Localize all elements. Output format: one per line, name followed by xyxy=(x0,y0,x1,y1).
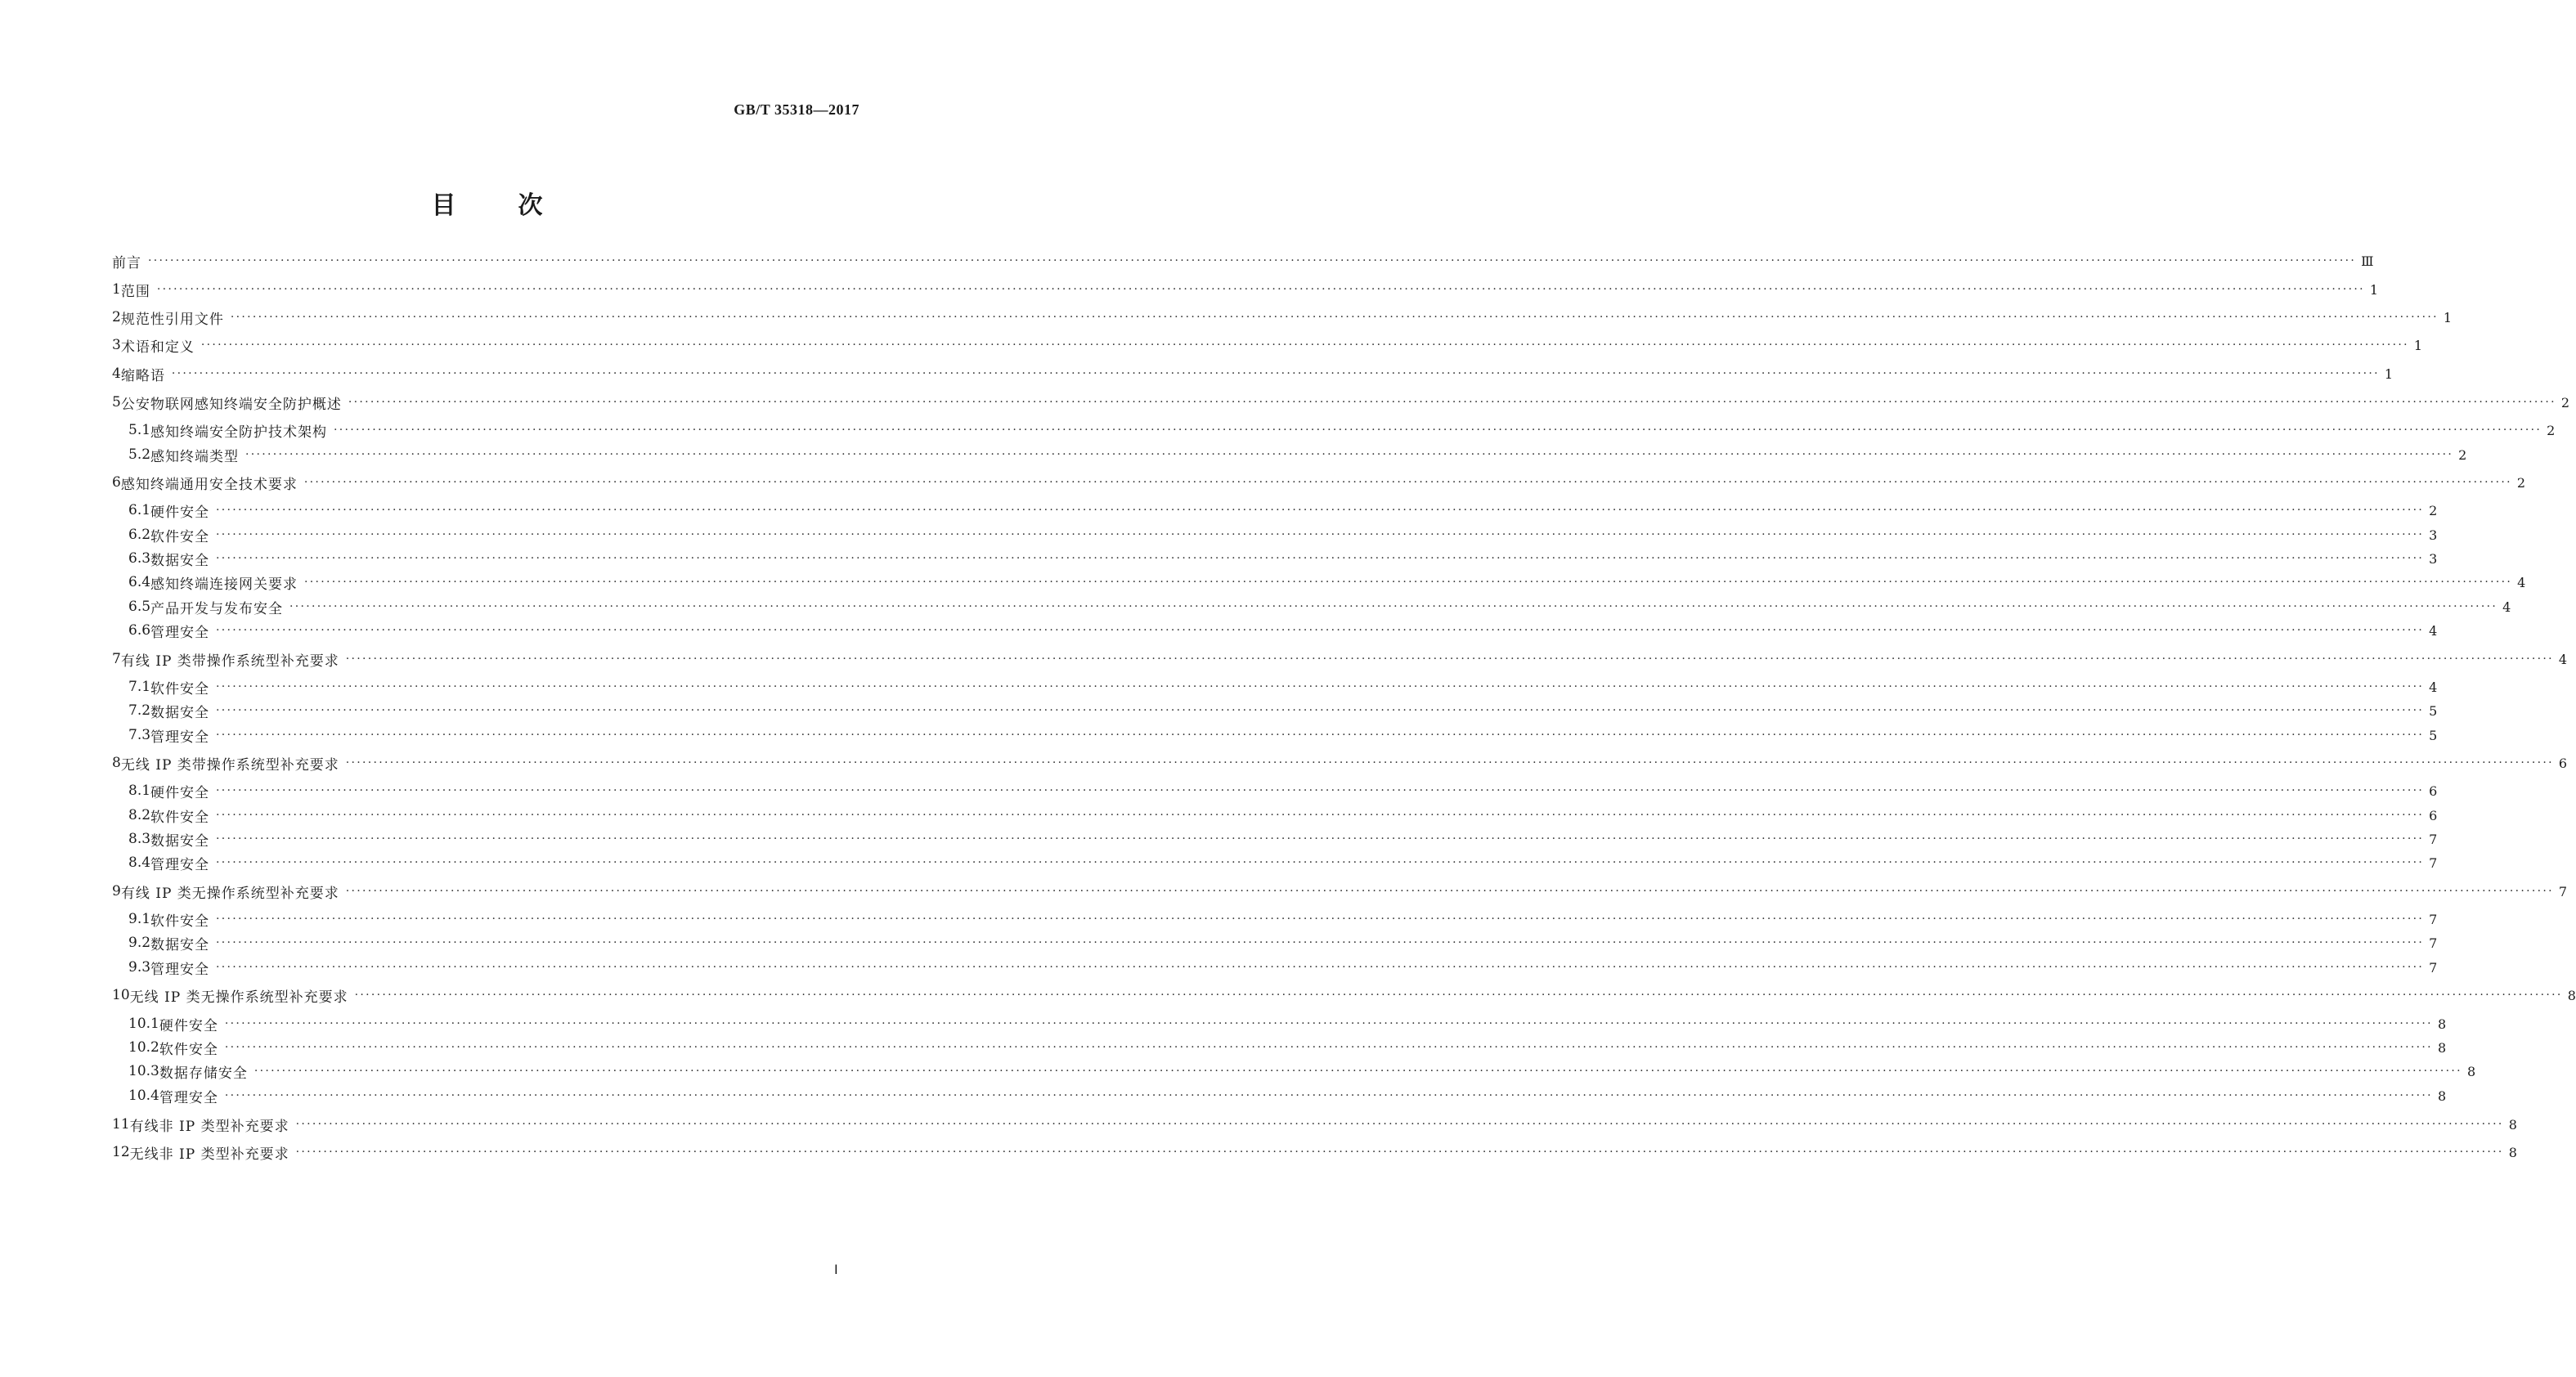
toc-entry-number: 10.3 xyxy=(128,1063,159,1079)
toc-entry-title: 范围 xyxy=(120,283,150,300)
toc-entry[interactable] xyxy=(0,829,2438,850)
toc-entry-number: 6.6 xyxy=(128,622,151,639)
toc-entry[interactable] xyxy=(0,445,2467,465)
toc-entry[interactable] xyxy=(0,677,2438,697)
toc-entry-line xyxy=(112,280,2379,300)
dot-leader: ················································································································································································································································································································································································································ xyxy=(216,961,2425,974)
toc-entry-title: 感知终端类型 xyxy=(150,448,240,465)
toc-entry-title: 软件安全 xyxy=(150,528,210,545)
toc-entry-number: 7.2 xyxy=(128,702,151,719)
dot-leader: ················································································································································································································································································································································································································ xyxy=(216,552,2425,565)
toc-entry-line xyxy=(112,364,2394,384)
toc-entry[interactable] xyxy=(0,805,2438,826)
toc-entry-line xyxy=(128,1014,2447,1034)
toc-entry-title: 管理安全 xyxy=(150,856,210,873)
dot-leader: ················································································································································································································································································································································································································ xyxy=(171,367,2380,380)
dot-leader: ················································································································································································································································································································································································································ xyxy=(245,448,2454,461)
dot-leader: ················································································································································································································································································································································································································ xyxy=(304,576,2513,589)
toc-entry-number: 8.1 xyxy=(128,783,151,799)
standard-number: GB/T 35318—2017 xyxy=(734,101,859,118)
dot-leader: ················································································································································································································································································································································································································ xyxy=(156,283,2365,296)
toc-entry-page: 2 xyxy=(2429,502,2438,518)
toc-entry-page: 6 xyxy=(2558,755,2568,771)
toc-entry-line xyxy=(112,1115,2517,1135)
toc-entry-title: 无线 IP 类带操作系统型补充要求 xyxy=(120,756,339,774)
toc-entry[interactable] xyxy=(0,280,2379,300)
toc-entry-page: 2 xyxy=(2516,474,2526,491)
toc-entry-title: 感知终端通用安全技术要求 xyxy=(120,476,298,493)
toc-entry-page: 4 xyxy=(2502,599,2511,615)
dot-leader: ················································································································································································································································································································································································································ xyxy=(216,936,2425,949)
toc-entry-line xyxy=(128,597,2511,617)
dot-leader: ················································································································································································································································································································································································································ xyxy=(345,653,2554,666)
toc-entry-title: 规范性引用文件 xyxy=(120,311,224,328)
toc-entry-title: 软件安全 xyxy=(150,809,210,826)
toc-entry-line xyxy=(112,392,2570,413)
toc-entry-number: 2 xyxy=(112,309,121,325)
toc-entry[interactable] xyxy=(0,621,2438,641)
toc-entry-number: 6.1 xyxy=(128,502,151,518)
toc-entry-page: 7 xyxy=(2558,883,2568,899)
dot-leader: ················································································································································································································································································································································································································ xyxy=(224,1017,2433,1030)
toc-entry-page: 8 xyxy=(2466,1063,2476,1079)
dot-leader: ················································································································································································································································································································································································································ xyxy=(348,396,2556,409)
toc-entry-number: 6.4 xyxy=(128,574,151,590)
toc-entry-page: 4 xyxy=(2429,622,2438,639)
toc-entry-page: 5 xyxy=(2429,702,2438,719)
toc-entry-title: 硬件安全 xyxy=(150,784,210,801)
toc-entry-page: 1 xyxy=(2443,309,2453,325)
toc-entry-page: 7 xyxy=(2429,911,2438,927)
toc-entry[interactable] xyxy=(0,549,2438,569)
toc-entry-number: 10.4 xyxy=(128,1088,159,1104)
toc-entry-title: 前言 xyxy=(112,254,141,271)
toc-entry-number: 9.1 xyxy=(128,911,151,927)
toc-entry[interactable] xyxy=(0,881,2568,902)
toc-entry-number: 9.2 xyxy=(128,935,151,951)
dot-leader: ················································································································································································································································································································································································································ xyxy=(148,254,2357,267)
toc-entry-number: 10 xyxy=(112,987,130,1003)
dot-leader: ················································································································································································································································································································································································································ xyxy=(295,1146,2504,1159)
dot-leader: ················································································································································································································································································································································································································ xyxy=(224,1089,2433,1102)
toc-entry-title: 管理安全 xyxy=(150,961,210,978)
toc-entry-title: 软件安全 xyxy=(159,1041,218,1058)
toc-entry-page: 4 xyxy=(2558,651,2568,667)
toc-entry-title: 有线 IP 类无操作系统型补充要求 xyxy=(120,885,339,902)
toc-entry-page: 6 xyxy=(2429,783,2438,799)
toc-entry-line xyxy=(128,549,2438,569)
toc-entry-line xyxy=(128,909,2438,930)
toc-entry-line xyxy=(128,933,2438,953)
toc-entry-title: 硬件安全 xyxy=(150,504,210,521)
toc-entry-line xyxy=(128,1061,2476,1082)
toc-entry[interactable] xyxy=(0,781,2438,801)
toc-entry-page: 7 xyxy=(2429,831,2438,847)
toc-entry-line xyxy=(112,881,2568,902)
toc-entry-number: 10.1 xyxy=(128,1016,159,1032)
toc-entry-line xyxy=(128,701,2438,721)
toc-entry-number: 12 xyxy=(112,1144,130,1160)
toc-entry[interactable] xyxy=(0,985,2576,1006)
toc-entry-line xyxy=(112,1142,2517,1163)
toc-entry[interactable] xyxy=(0,725,2438,746)
toc-entry-title: 数据安全 xyxy=(150,832,210,850)
toc-entry-title: 数据存储安全 xyxy=(159,1065,248,1082)
toc-entry-page: 7 xyxy=(2429,854,2438,871)
toc-entry-title: 管理安全 xyxy=(150,624,210,641)
dot-leader: ················································································································································································································································································································································································································ xyxy=(345,885,2554,898)
dot-leader: ················································································································································································································································································································································································································ xyxy=(216,504,2425,517)
toc-entry-number: 8.4 xyxy=(128,854,151,871)
toc-entry-title: 硬件安全 xyxy=(159,1017,218,1034)
toc-entry-page: 2 xyxy=(2547,422,2556,438)
toc-entry-line xyxy=(128,1038,2447,1058)
toc-entry-title: 公安物联网感知终端安全防护概述 xyxy=(120,396,342,413)
toc-entry-page: 8 xyxy=(2437,1088,2447,1104)
toc-entry-page: 8 xyxy=(2508,1144,2517,1160)
toc-entry-title: 软件安全 xyxy=(150,913,210,930)
toc-entry[interactable] xyxy=(0,933,2438,953)
toc-entry-page: 4 xyxy=(2517,574,2526,590)
toc-entry-number: 6.3 xyxy=(128,550,151,567)
toc-entry-line xyxy=(128,781,2438,801)
dot-leader: ················································································································································································································································································································································································································ xyxy=(230,311,2439,324)
toc-entry[interactable] xyxy=(0,1014,2447,1034)
toc-entry[interactable] xyxy=(0,335,2423,356)
toc-entry[interactable] xyxy=(0,307,2453,328)
toc-entry[interactable] xyxy=(0,364,2394,384)
toc-entry-page: 1 xyxy=(2384,366,2394,382)
toc-entry[interactable] xyxy=(0,1061,2476,1082)
toc-entry-line xyxy=(128,853,2438,873)
dot-leader: ················································································································································································································································································································································································································ xyxy=(303,476,2512,489)
toc-entry-title: 缩略语 xyxy=(120,367,165,384)
toc-entry-page: 5 xyxy=(2429,727,2438,743)
toc-entry-number: 9 xyxy=(112,883,121,899)
toc-entry[interactable] xyxy=(0,701,2438,721)
toc-entry-line xyxy=(112,753,2568,774)
toc-entry-number: 5 xyxy=(112,394,121,410)
dot-leader: ················································································································································································································································································································································································································ xyxy=(345,756,2554,769)
toc-entry-number: 10.2 xyxy=(128,1039,159,1056)
toc-entry[interactable] xyxy=(0,753,2568,774)
toc-entry-title: 数据安全 xyxy=(150,936,210,953)
toc-entry-number: 4 xyxy=(112,366,121,382)
toc-entry-title: 管理安全 xyxy=(159,1089,218,1106)
toc-entry-page: 8 xyxy=(2437,1039,2447,1056)
dot-leader: ················································································································································································································································································································································································································ xyxy=(216,729,2425,742)
toc-entry-number: 7 xyxy=(112,651,121,667)
dot-leader: ················································································································································································································································································································································································································ xyxy=(216,680,2425,693)
dot-leader: ················································································································································································································································································································································································································ xyxy=(200,339,2409,352)
toc-entry-page: 3 xyxy=(2429,527,2438,543)
toc-entry-title: 无线非 IP 类型补充要求 xyxy=(129,1146,289,1163)
toc-entry-line xyxy=(128,1086,2447,1106)
toc-entry-line xyxy=(112,251,2374,271)
toc-entry-page: 1 xyxy=(2369,281,2379,298)
toc-entry-line xyxy=(128,525,2438,545)
toc-entry[interactable] xyxy=(0,1115,2517,1135)
toc-entry-number: 3 xyxy=(112,337,121,353)
dot-leader: ················································································································································································································································································································································································································ xyxy=(216,913,2425,926)
dot-leader: ················································································································································································································································································································································································································ xyxy=(224,1041,2433,1054)
toc-entry[interactable] xyxy=(0,649,2568,670)
toc-entry-number: 7.3 xyxy=(128,727,151,743)
dot-leader: ················································································································································································································································································································································································································ xyxy=(216,704,2425,717)
toc-entry[interactable] xyxy=(0,500,2438,521)
toc-entry-number: 11 xyxy=(112,1116,130,1133)
toc-entry[interactable] xyxy=(0,572,2526,593)
page-number: Ⅰ xyxy=(834,1263,838,1277)
toc-entry-line xyxy=(112,649,2568,670)
dot-leader: ················································································································································································································································································································································································································ xyxy=(216,832,2425,845)
toc-entry-line xyxy=(128,677,2438,697)
toc-entry[interactable] xyxy=(0,958,2438,978)
toc-entry-line xyxy=(128,829,2438,850)
toc-entry-title: 管理安全 xyxy=(150,729,210,746)
toc-entry-title: 软件安全 xyxy=(150,680,210,697)
toc-entry-title: 术语和定义 xyxy=(120,339,195,356)
toc-entry-page: 8 xyxy=(2567,987,2576,1003)
toc-entry[interactable] xyxy=(0,853,2438,873)
dot-leader: ················································································································································································································································································································································································································ xyxy=(216,528,2425,541)
toc-entry-line xyxy=(112,985,2576,1006)
toc-entry-number: 5.2 xyxy=(128,446,151,463)
toc-entry[interactable] xyxy=(0,1038,2447,1058)
dot-leader: ················································································································································································································································································································································································································ xyxy=(289,600,2498,613)
dot-leader: ················································································································································································································································································································································································································ xyxy=(334,424,2542,437)
toc-entry-page: 8 xyxy=(2437,1016,2447,1032)
toc-entry-number: 1 xyxy=(112,281,121,298)
toc-entry-page: Ⅲ xyxy=(2361,253,2374,269)
toc-entry-number: 6 xyxy=(112,474,121,491)
toc-entry-title: 产品开发与发布安全 xyxy=(150,600,284,617)
toc-entry-number: 6.2 xyxy=(128,527,151,543)
dot-leader: ················································································································································································································································································································································································································ xyxy=(354,989,2563,1002)
toc-entry-number: 7.1 xyxy=(128,679,151,695)
toc-entry-title: 无线 IP 类无操作系统型补充要求 xyxy=(129,989,348,1006)
toc-entry-line xyxy=(128,621,2438,641)
toc-entry-title: 数据安全 xyxy=(150,552,210,569)
toc-entry-line xyxy=(112,307,2453,328)
toc-entry-page: 6 xyxy=(2429,807,2438,823)
dot-leader: ················································································································································································································································································································································································································ xyxy=(216,624,2425,637)
toc-entry[interactable] xyxy=(0,525,2438,545)
toc-entry-title: 感知终端连接网关要求 xyxy=(150,576,298,593)
dot-leader: ················································································································································································································································································································································································································ xyxy=(216,784,2425,797)
toc-entry-line xyxy=(128,572,2526,593)
toc-entry-title: 有线非 IP 类型补充要求 xyxy=(129,1118,289,1135)
toc-entry[interactable] xyxy=(0,909,2438,930)
toc-entry[interactable] xyxy=(0,251,2374,271)
toc-entry-page: 3 xyxy=(2429,550,2438,567)
toc-entry-page: 7 xyxy=(2429,959,2438,976)
toc-entry[interactable] xyxy=(0,597,2511,617)
toc-entry-number: 8 xyxy=(112,755,121,771)
toc-entry-number: 9.3 xyxy=(128,959,151,976)
toc-entry-title: 有线 IP 类带操作系统型补充要求 xyxy=(120,653,339,670)
toc-entry-line xyxy=(112,335,2423,356)
toc-entry-line xyxy=(128,805,2438,826)
toc-entry-number: 6.5 xyxy=(128,599,151,615)
toc-entry-line xyxy=(128,445,2467,465)
dot-leader: ················································································································································································································································································································································································································ xyxy=(295,1118,2504,1131)
toc-entry[interactable] xyxy=(0,392,2570,413)
toc-entry-number: 8.3 xyxy=(128,831,151,847)
page-title: 目次 xyxy=(431,191,605,220)
toc-entry-title: 数据安全 xyxy=(150,704,210,721)
toc-entry-line xyxy=(128,420,2556,441)
toc-entry[interactable] xyxy=(0,420,2556,441)
toc-entry-page: 2 xyxy=(2560,394,2570,410)
toc-entry[interactable] xyxy=(0,1086,2447,1106)
toc-entry-title: 感知终端安全防护技术架构 xyxy=(150,424,328,441)
toc-entry[interactable] xyxy=(0,473,2526,493)
toc-entry-page: 8 xyxy=(2508,1116,2517,1133)
toc-entry-number: 5.1 xyxy=(128,422,151,438)
dot-leader: ················································································································································································································································································································································································································ xyxy=(216,809,2425,822)
toc-entry-page: 4 xyxy=(2429,679,2438,695)
toc-entry-line xyxy=(128,725,2438,746)
dot-leader: ················································································································································································································································································································································································································ xyxy=(254,1065,2462,1078)
toc-entry-line xyxy=(112,473,2526,493)
toc-entry-page: 2 xyxy=(2458,446,2467,463)
dot-leader: ················································································································································································································································································································································································································ xyxy=(216,856,2425,869)
toc-entry-page: 7 xyxy=(2429,935,2438,951)
toc-entry-page: 1 xyxy=(2413,337,2423,353)
toc-entry-line xyxy=(128,958,2438,978)
toc-entry[interactable] xyxy=(0,1142,2517,1163)
toc-entry-number: 8.2 xyxy=(128,807,151,823)
toc-entry-line xyxy=(128,500,2438,521)
